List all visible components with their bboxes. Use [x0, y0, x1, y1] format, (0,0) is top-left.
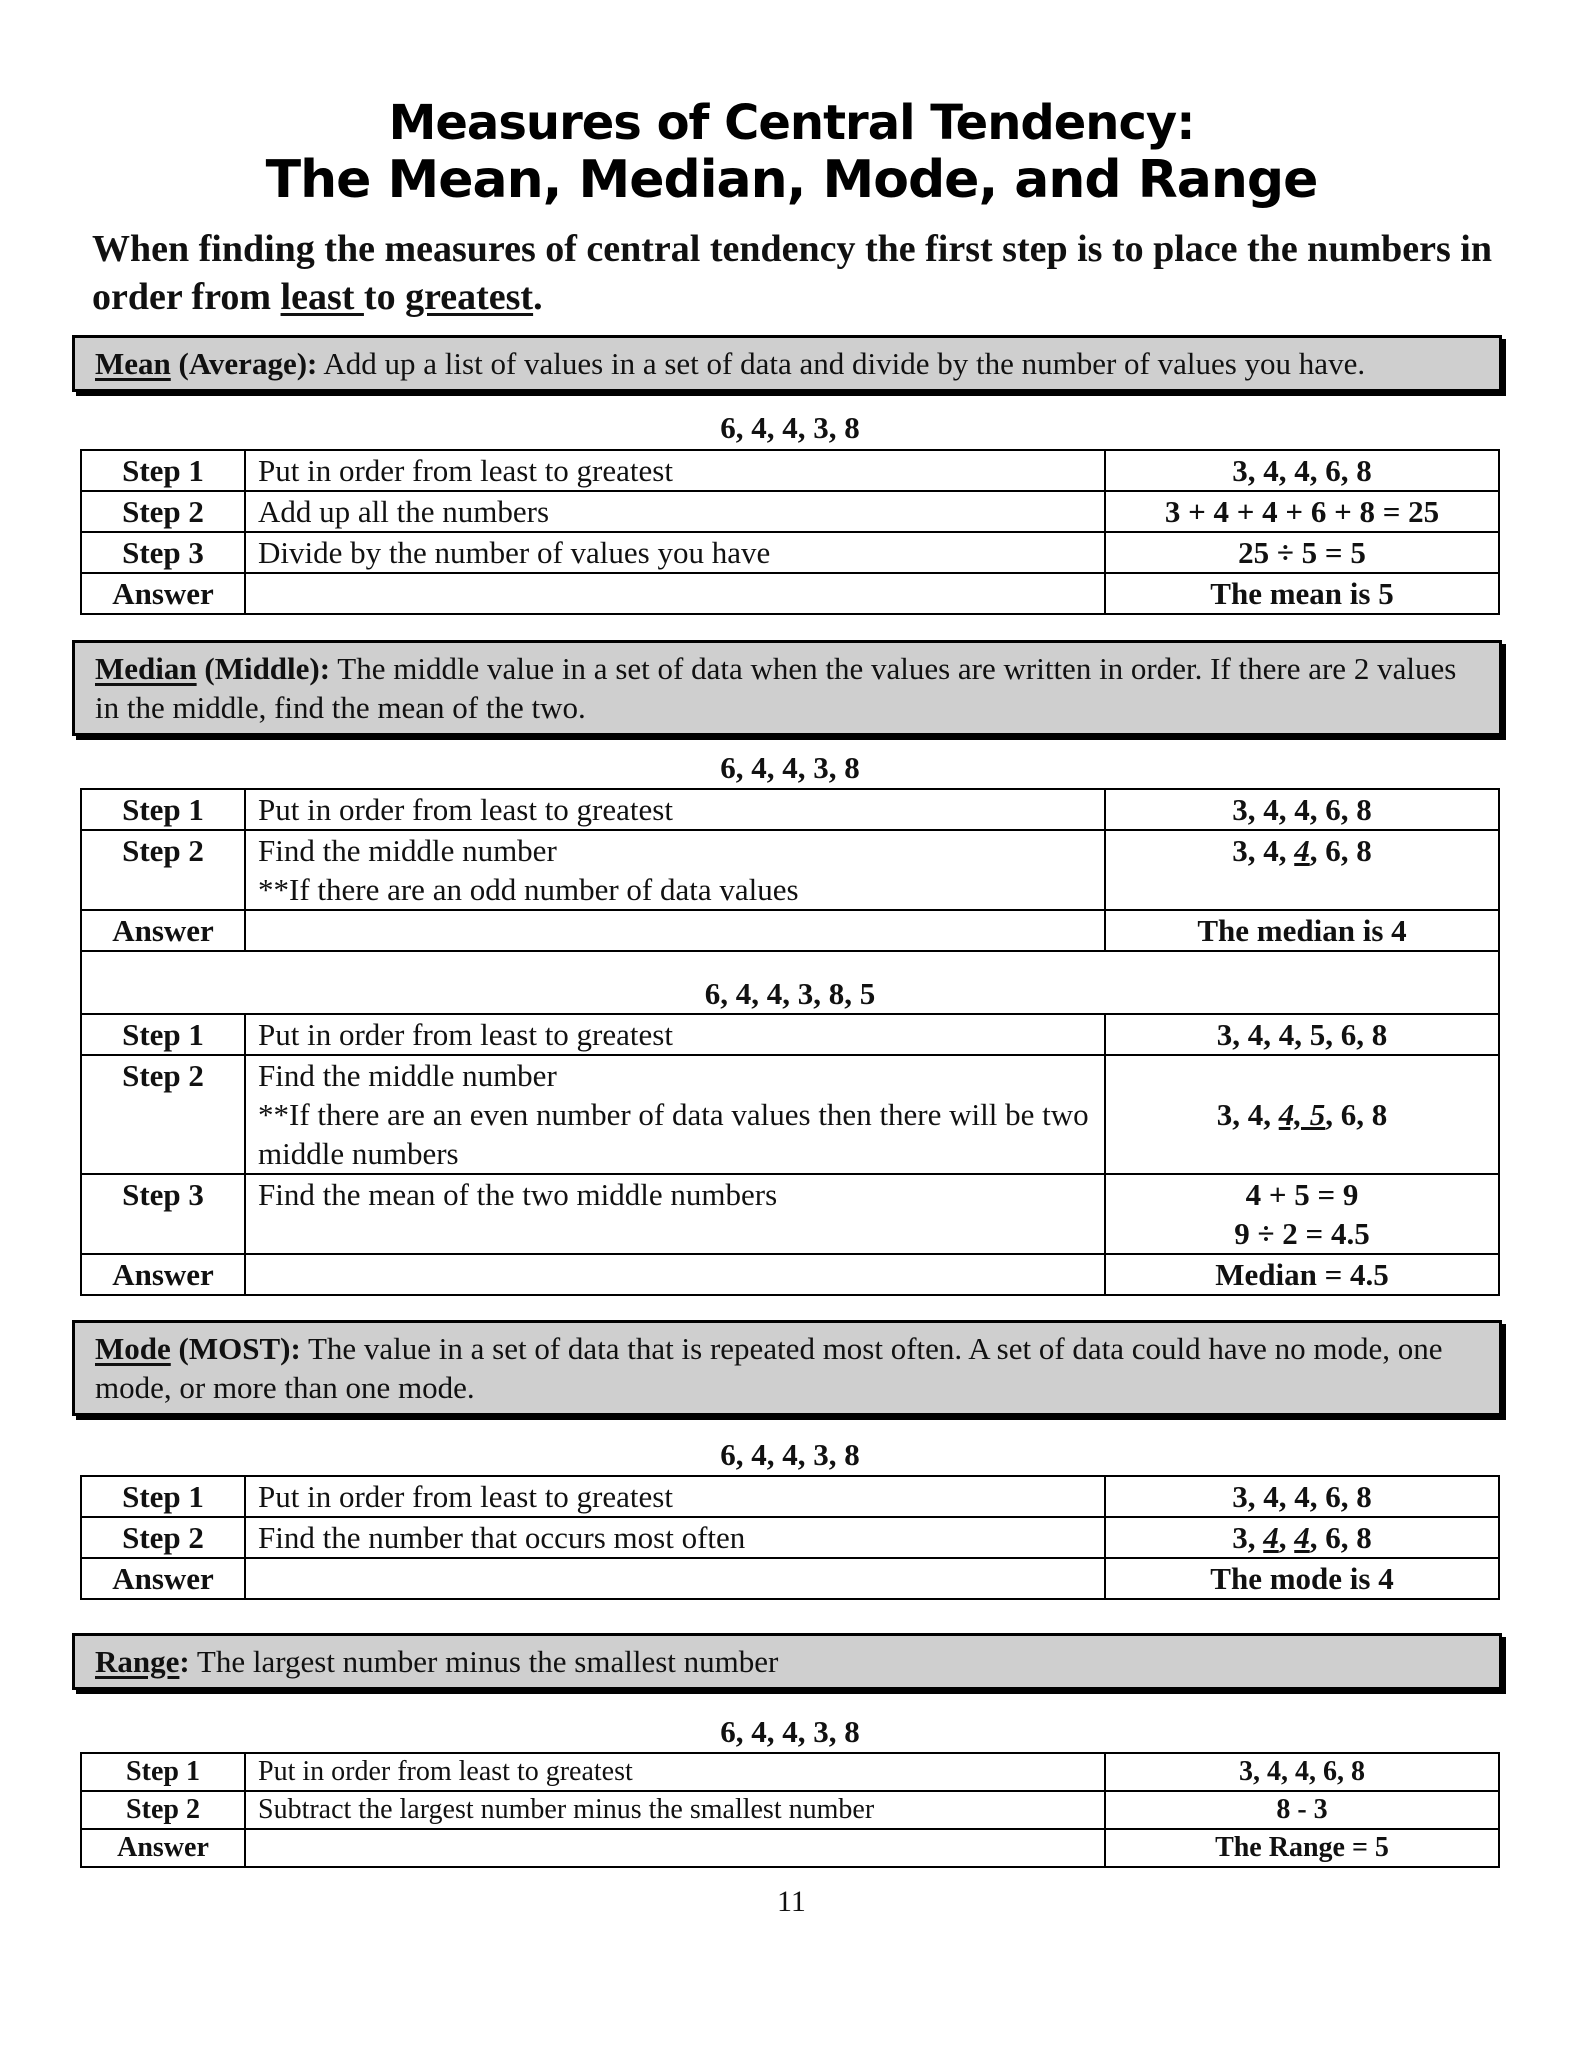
step-text-line: Find the middle number: [258, 833, 557, 868]
step-result: 3 + 4 + 4 + 6 + 8 = 25: [1105, 491, 1499, 532]
mean-definition: Add up a list of values in a set of data and divide by the number of values you have.: [317, 346, 1366, 381]
result-line: 9 ÷ 2 = 4.5: [1234, 1216, 1370, 1251]
range-qualifier: :: [179, 1644, 190, 1679]
step-label: Answer: [81, 1558, 245, 1599]
intro-period: .: [533, 276, 543, 318]
table-row: [81, 1014, 1499, 1055]
mode-steps-table: [80, 1475, 1500, 1600]
step-text: Put in order from least to greatest: [245, 1753, 1105, 1791]
table-row: [81, 450, 1499, 491]
result-part: 3, 4,: [1232, 833, 1295, 868]
step-result: [1105, 1174, 1499, 1254]
range-term: Range: [95, 1644, 180, 1679]
median-definition: The middle value in a set of data when the values are written in order. If there are 2 values in the middle, find the mean of the two.: [95, 651, 1457, 725]
result-part: 3, 4,: [1216, 1097, 1279, 1132]
step-result: 8 - 3: [1105, 1791, 1499, 1829]
middle-value: 4: [1294, 833, 1310, 868]
table-row: [81, 951, 1499, 1014]
step-text: [245, 1829, 1105, 1867]
step-text-line: Find the middle number: [258, 1058, 557, 1093]
mode-qualifier: (MOST):: [170, 1331, 301, 1366]
table-row: [81, 1055, 1499, 1174]
mode-value: 4: [1294, 1520, 1310, 1555]
step-label: Step 2: [81, 491, 245, 532]
step-result: Median = 4.5: [1105, 1254, 1499, 1295]
step-text: Find the number that occurs most often: [245, 1517, 1105, 1558]
range-steps-table: [80, 1752, 1500, 1868]
middle-values: 4, 5: [1278, 1097, 1326, 1132]
mode-definition-box: [72, 1320, 1502, 1416]
range-definition-box: [72, 1633, 1502, 1690]
step-text: Put in order from least to greatest: [245, 450, 1105, 491]
intro-least: least: [280, 276, 364, 318]
table-row: [81, 1753, 1499, 1791]
median-data-set-even: 6, 4, 4, 3, 8, 5: [81, 951, 1499, 1014]
step-result: The mode is 4: [1105, 1558, 1499, 1599]
median-qualifier: (Middle):: [196, 651, 331, 686]
mode-value: 4: [1263, 1520, 1279, 1555]
step-text: [245, 573, 1105, 614]
page-number: 11: [777, 1885, 806, 1918]
mean-definition-box: [72, 335, 1502, 392]
mode-data-set: 6, 4, 4, 3, 8: [720, 1437, 860, 1472]
table-row: [81, 1254, 1499, 1295]
intro-text: When finding the measures of central tendency the first step is to place the numbers in order from: [92, 228, 1492, 318]
step-result: 3, 4, 4, 6, 8: [1105, 789, 1499, 830]
table-row: [81, 1558, 1499, 1599]
step-result: [1105, 1055, 1499, 1174]
step-label: Step 3: [81, 1174, 245, 1254]
result-line: 4 + 5 = 9: [1245, 1177, 1359, 1212]
step-result: 3, 4, 4, 6, 8: [1105, 1753, 1499, 1791]
step-text: [245, 830, 1105, 910]
table-row: [81, 532, 1499, 573]
mean-qualifier: (Average):: [170, 346, 318, 381]
step-label: Step 1: [81, 1476, 245, 1517]
step-result: 3, 4, 4, 6, 8: [1105, 450, 1499, 491]
step-text: Find the mean of the two middle numbers: [245, 1174, 1105, 1254]
step-label: Answer: [81, 573, 245, 614]
result-part: , 6, 8: [1309, 1520, 1372, 1555]
step-text: Add up all the numbers: [245, 491, 1105, 532]
median-steps-table: [80, 788, 1500, 1296]
step-text: [245, 1055, 1105, 1174]
step-label: Answer: [81, 910, 245, 951]
median-data-set-odd: 6, 4, 4, 3, 8: [720, 750, 860, 785]
median-term: Median: [95, 651, 197, 686]
step-text: [245, 1254, 1105, 1295]
intro-to: to: [363, 276, 406, 318]
step-text-note: **If there are an odd number of data values: [258, 872, 799, 907]
table-row: [81, 1517, 1499, 1558]
table-row: [81, 1791, 1499, 1829]
step-label: Step 2: [81, 1517, 245, 1558]
step-result: 25 ÷ 5 = 5: [1105, 532, 1499, 573]
mean-steps-table: [80, 449, 1500, 615]
step-text-note: **If there are an even number of data values then there will be two middle numbers: [258, 1097, 1089, 1171]
intro-greatest: greatest: [405, 276, 534, 318]
step-label: Step 1: [81, 1014, 245, 1055]
page-subtitle: The Mean, Median, Mode, and Range: [265, 150, 1318, 210]
step-text: Put in order from least to greatest: [245, 1014, 1105, 1055]
step-label: Answer: [81, 1254, 245, 1295]
step-result: [1105, 830, 1499, 910]
result-part: ,: [1278, 1520, 1295, 1555]
range-definition: The largest number minus the smallest number: [189, 1644, 779, 1679]
step-result: The median is 4: [1105, 910, 1499, 951]
table-row: [81, 1174, 1499, 1254]
median-definition-box: [72, 640, 1502, 736]
step-label: Step 2: [81, 830, 245, 910]
mode-term: Mode: [95, 1331, 171, 1366]
step-label: Step 2: [81, 1791, 245, 1829]
mode-definition: The value in a set of data that is repeated most often. A set of data could have no mode, one mode, or more than one mode.: [95, 1331, 1443, 1405]
table-row: [81, 1829, 1499, 1867]
step-text: Put in order from least to greatest: [245, 789, 1105, 830]
result-part: , 6, 8: [1325, 1097, 1388, 1132]
step-result: 3, 4, 4, 6, 8: [1105, 1476, 1499, 1517]
page-title: Measures of Central Tendency:: [388, 95, 1195, 151]
step-text: Divide by the number of values you have: [245, 532, 1105, 573]
mean-term: Mean: [95, 346, 171, 381]
step-result: The Range = 5: [1105, 1829, 1499, 1867]
table-row: [81, 1476, 1499, 1517]
table-row: [81, 789, 1499, 830]
step-result: [1105, 1517, 1499, 1558]
intro-paragraph: [92, 225, 1512, 321]
result-part: , 6, 8: [1309, 833, 1372, 868]
mean-data-set: 6, 4, 4, 3, 8: [720, 410, 860, 445]
step-text: Subtract the largest number minus the smallest number: [245, 1791, 1105, 1829]
step-label: Answer: [81, 1829, 245, 1867]
step-label: Step 2: [81, 1055, 245, 1174]
step-result: 3, 4, 4, 5, 6, 8: [1105, 1014, 1499, 1055]
step-text: [245, 1558, 1105, 1599]
step-label: Step 1: [81, 450, 245, 491]
result-part: 3,: [1232, 1520, 1264, 1555]
step-label: Step 3: [81, 532, 245, 573]
range-data-set: 6, 4, 4, 3, 8: [720, 1714, 860, 1749]
step-label: Step 1: [81, 789, 245, 830]
step-result: The mean is 5: [1105, 573, 1499, 614]
step-text: [245, 910, 1105, 951]
table-row: [81, 910, 1499, 951]
table-row: [81, 830, 1499, 910]
table-row: [81, 573, 1499, 614]
step-text: Put in order from least to greatest: [245, 1476, 1105, 1517]
table-row: [81, 491, 1499, 532]
step-label: Step 1: [81, 1753, 245, 1791]
